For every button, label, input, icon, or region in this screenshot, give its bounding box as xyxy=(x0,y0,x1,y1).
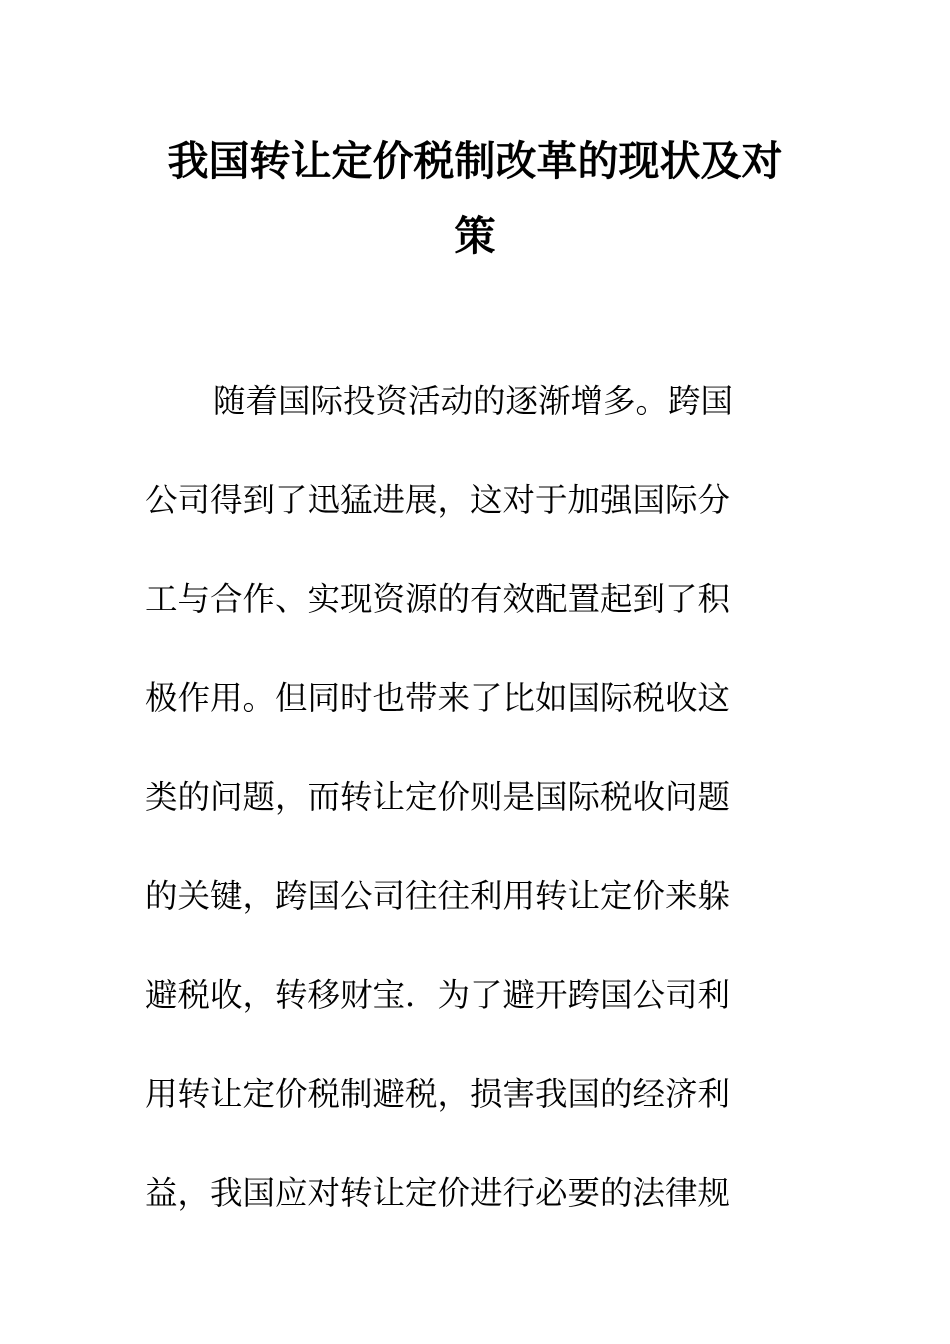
paragraph-line-1: 随着国际投资活动的逐渐增多。跨国 xyxy=(213,382,734,420)
paragraph-line-5: 类的问题，而转让定价则是国际税收问题 xyxy=(145,778,731,816)
paragraph-line-9: 益，我国应对转让定价进行必要的法律规 xyxy=(145,1174,731,1212)
title-line-1: 我国转让定价税制改革的现状及对 xyxy=(167,137,783,185)
paragraph-line-8: 用转让定价税制避税，损害我国的经济利 xyxy=(145,1075,731,1113)
document-title xyxy=(145,124,805,274)
title-line-2: 策 xyxy=(454,212,496,260)
body-paragraph xyxy=(145,370,805,1261)
paragraph-line-6: 的关键，跨国公司往往利用转让定价来躲 xyxy=(145,877,731,915)
paragraph-line-2: 公司得到了迅猛进展，这对于加强国际分 xyxy=(145,481,731,519)
paragraph-line-3: 工与合作、实现资源的有效配置起到了积 xyxy=(145,580,731,618)
paragraph-line-7: 避税收，转移财宝．为了避开跨国公司利 xyxy=(145,976,731,1014)
paragraph-line-4: 极作用。但同时也带来了比如国际税收这 xyxy=(145,679,731,717)
